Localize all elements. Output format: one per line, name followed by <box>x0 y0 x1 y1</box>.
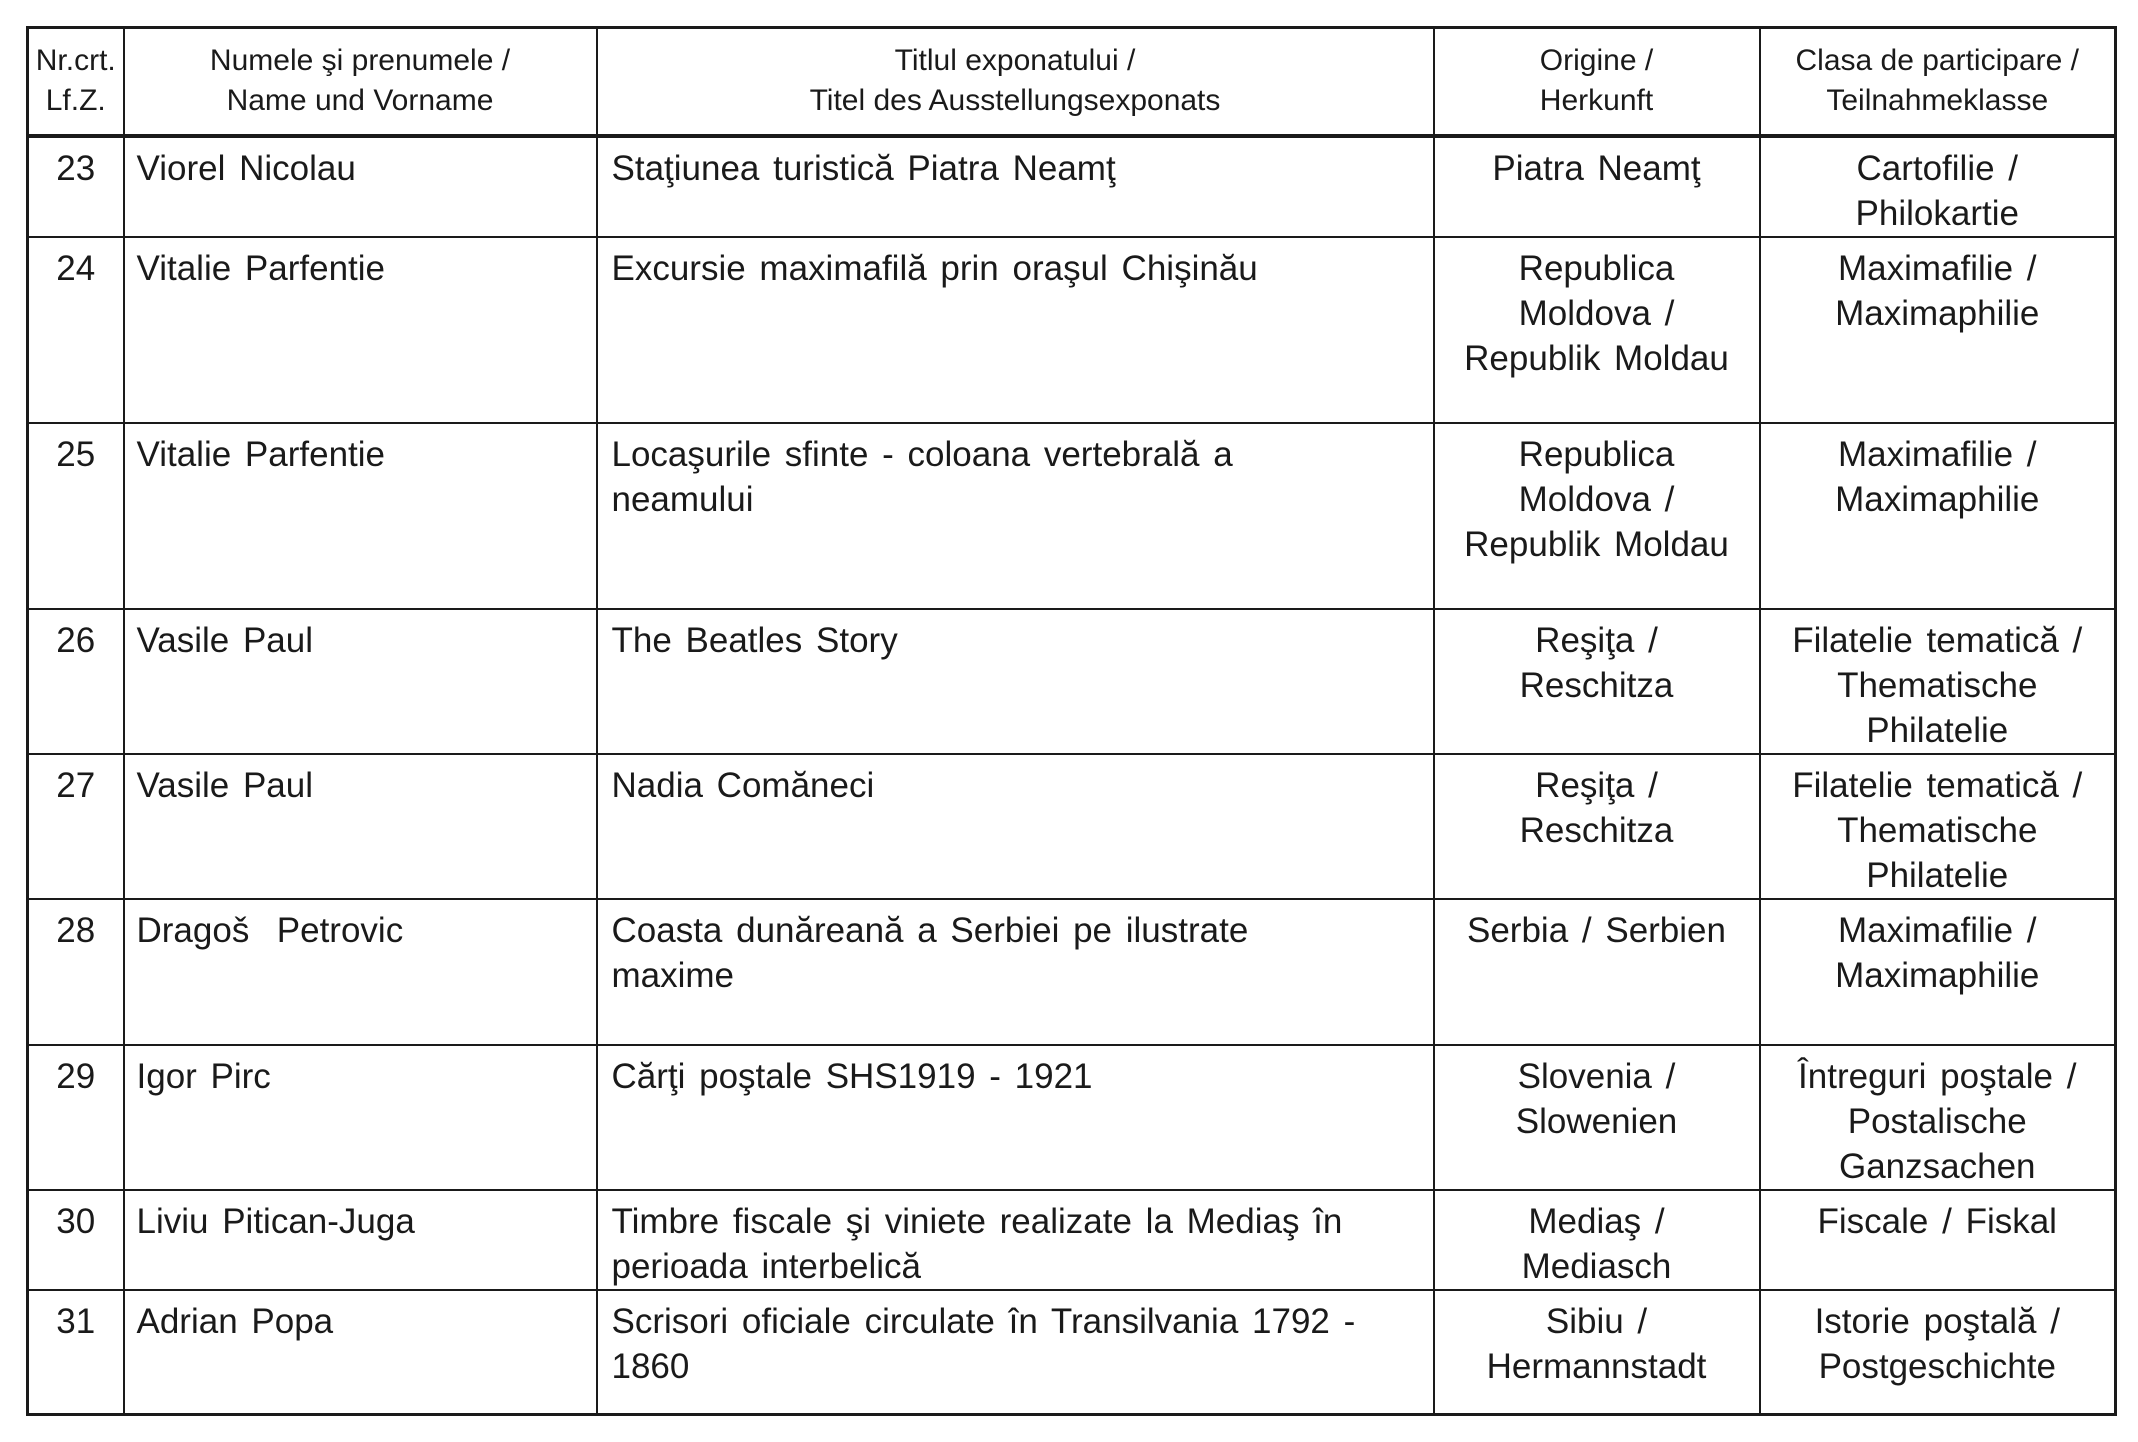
exhibitor-name: Liviu Pitican-Juga <box>124 1190 597 1290</box>
class-line: Philatelie <box>1866 855 2009 895</box>
header-class-line: Teilnahmeklasse <box>1826 84 2049 118</box>
class-line: Istorie poştală / <box>1814 1301 2060 1341</box>
exhibit-title-line: Coasta dunăreană a Serbiei pe ilustrate <box>611 910 1249 950</box>
row-number: 24 <box>28 237 124 423</box>
exhibit-title-line: Excursie maximafilă prin oraşul Chişinău <box>611 248 1258 288</box>
header-class-line: Clasa de participare / <box>1795 44 2079 78</box>
table-row <box>28 899 2116 1045</box>
class-line: Cartofilie / <box>1856 148 2019 188</box>
exhibit-title-line: Cărţi poştale SHS1919 - 1921 <box>611 1056 1093 1096</box>
class-line: Postalische <box>1847 1101 2027 1141</box>
header-row <box>28 28 2116 136</box>
exhibitor-name: Viorel Nicolau <box>124 136 597 237</box>
exhibit-origin <box>1434 899 1760 1045</box>
class-line: Întreguri poştale / <box>1798 1056 2077 1096</box>
class-line: Filatelie tematică / <box>1792 765 2083 805</box>
origin-line: Reşiţa / <box>1535 765 1658 805</box>
exhibit-origin <box>1434 1290 1760 1415</box>
exhibit-title <box>597 136 1434 237</box>
class-line: Thematische <box>1837 810 2038 850</box>
class-line: Filatelie tematică / <box>1792 620 2083 660</box>
header-class <box>1760 28 2116 136</box>
header-nr-line: Nr.crt. <box>35 44 116 78</box>
origin-line: Mediaş / <box>1528 1201 1665 1241</box>
exhibit-title <box>597 899 1434 1045</box>
exhibit-title <box>597 609 1434 754</box>
row-number: 26 <box>28 609 124 754</box>
participation-class <box>1760 1190 2116 1290</box>
header-origin-line: Origine / <box>1539 44 1654 78</box>
table-row <box>28 1045 2116 1190</box>
origin-line: Serbia / Serbien <box>1467 910 1726 950</box>
class-line: Maximaphilie <box>1835 955 2040 995</box>
class-line: Philatelie <box>1866 710 2009 750</box>
exhibitor-name: Vitalie Parfentie <box>124 237 597 423</box>
exhibit-origin <box>1434 423 1760 609</box>
exhibit-title-line: The Beatles Story <box>611 620 898 660</box>
exhibit-title-line: Scrisori oficiale circulate în Transilvania 1792 - <box>611 1301 1356 1341</box>
exhibitor-name: Adrian Popa <box>124 1290 597 1415</box>
origin-line: Piatra Neamţ <box>1492 148 1701 188</box>
row-number: 30 <box>28 1190 124 1290</box>
exhibitor-name: Vitalie Parfentie <box>124 423 597 609</box>
exhibit-title-line: Staţiunea turistică Piatra Neamţ <box>611 148 1116 188</box>
participation-class <box>1760 423 2116 609</box>
origin-line: Republik Moldau <box>1464 524 1729 564</box>
class-line: Maximaphilie <box>1835 293 2040 333</box>
exhibits-table <box>26 26 2117 1416</box>
exhibit-title <box>597 423 1434 609</box>
header-title-line: Titlul exponatului / <box>894 44 1136 78</box>
header-origin <box>1434 28 1760 136</box>
table-row <box>28 423 2116 609</box>
class-line: Fiscale / Fiskal <box>1817 1201 2057 1241</box>
exhibit-title-line: 1860 <box>611 1346 690 1386</box>
exhibitor-name: Igor Pirc <box>124 1045 597 1190</box>
participation-class <box>1760 1290 2116 1415</box>
header-name <box>124 28 597 136</box>
row-number: 29 <box>28 1045 124 1190</box>
row-number: 28 <box>28 899 124 1045</box>
participation-class <box>1760 136 2116 237</box>
header-nr <box>28 28 124 136</box>
header-name-line: Name und Vorname <box>226 84 494 118</box>
exhibitor-name: Dragoš Petrovic <box>124 899 597 1045</box>
class-line: Postgeschichte <box>1818 1346 2056 1386</box>
origin-line: Mediasch <box>1521 1246 1672 1286</box>
exhibit-origin <box>1434 609 1760 754</box>
table-row <box>28 1190 2116 1290</box>
origin-line: Reschitza <box>1519 665 1674 705</box>
origin-line: Sibiu / <box>1545 1301 1648 1341</box>
class-line: Thematische <box>1837 665 2038 705</box>
row-number: 25 <box>28 423 124 609</box>
exhibit-origin <box>1434 1045 1760 1190</box>
class-line: Maximafilie / <box>1838 910 2037 950</box>
participation-class <box>1760 899 2116 1045</box>
header-name-line: Numele şi prenumele / <box>209 44 511 78</box>
origin-line: Reşiţa / <box>1535 620 1658 660</box>
class-line: Maximafilie / <box>1838 248 2037 288</box>
exhibit-title-line: maxime <box>611 955 735 995</box>
table-row <box>28 1290 2116 1415</box>
participation-class <box>1760 1045 2116 1190</box>
participation-class <box>1760 609 2116 754</box>
exhibit-title-line: perioada interbelică <box>611 1246 921 1286</box>
header-title-line: Titel des Ausstellungsexponats <box>809 84 1221 118</box>
origin-line: Slovenia / <box>1517 1056 1676 1096</box>
row-number: 27 <box>28 754 124 899</box>
exhibit-title-line: neamului <box>611 479 754 519</box>
exhibit-origin <box>1434 754 1760 899</box>
origin-line: Republik Moldau <box>1464 338 1729 378</box>
exhibit-title <box>597 1190 1434 1290</box>
exhibit-origin <box>1434 136 1760 237</box>
participation-class <box>1760 237 2116 423</box>
table-row <box>28 609 2116 754</box>
origin-line: Slowenien <box>1515 1101 1678 1141</box>
class-line: Philokartie <box>1855 193 2019 233</box>
origin-line: Republica <box>1518 248 1675 288</box>
exhibit-title <box>597 1290 1434 1415</box>
origin-line: Reschitza <box>1519 810 1674 850</box>
row-number: 23 <box>28 136 124 237</box>
origin-line: Hermannstadt <box>1486 1346 1707 1386</box>
exhibit-list-sheet <box>26 26 2114 1416</box>
origin-line: Moldova / <box>1518 293 1675 333</box>
exhibit-title-line: Nadia Comăneci <box>611 765 875 805</box>
table-row <box>28 237 2116 423</box>
table-row <box>28 754 2116 899</box>
exhibit-origin <box>1434 237 1760 423</box>
origin-line: Republica <box>1518 434 1675 474</box>
exhibit-title <box>597 1045 1434 1190</box>
table-row <box>28 136 2116 237</box>
exhibit-title <box>597 237 1434 423</box>
exhibit-origin <box>1434 1190 1760 1290</box>
header-origin-line: Herkunft <box>1539 84 1654 118</box>
exhibit-title-line: Locaşurile sfinte - coloana vertebrală a <box>611 434 1233 474</box>
row-number: 31 <box>28 1290 124 1415</box>
exhibit-title-line: Timbre fiscale şi viniete realizate la Mediaş în <box>611 1201 1343 1241</box>
participation-class <box>1760 754 2116 899</box>
exhibit-title <box>597 754 1434 899</box>
exhibitor-name: Vasile Paul <box>124 754 597 899</box>
class-line: Ganzsachen <box>1838 1146 2036 1186</box>
header-nr-line: Lf.Z. <box>45 84 106 118</box>
header-title <box>597 28 1434 136</box>
class-line: Maximaphilie <box>1835 479 2040 519</box>
class-line: Maximafilie / <box>1838 434 2037 474</box>
exhibitor-name: Vasile Paul <box>124 609 597 754</box>
origin-line: Moldova / <box>1518 479 1675 519</box>
